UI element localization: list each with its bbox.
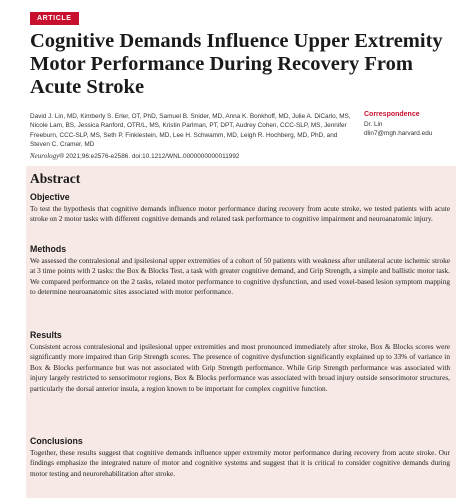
objective-heading: Objective <box>30 192 70 202</box>
correspondence-name: Dr. Lin <box>364 121 383 128</box>
methods-text: We assessed the contralesional and ipsilesional upper extremities of a cohort of 50 patients with weakness after unilateral acute ischemic stroke at 3 time points with 2 tasks: the Box & Blocks Test, a task with greater cognitive demand, and Grip Strength, a simple and ballistic motor task. We compared performance on the 2 tasks, related motor performance to cognitive dysfunction, and used voxel-based lesion symptom mapping to determine neuroanatomic sites associated with motor performance. <box>30 256 450 297</box>
citation-details: ® 2021;96:e2576-e2586. doi:10.1212/WNL.0000000000011992 <box>59 153 240 160</box>
abstract-heading: Abstract <box>30 171 81 186</box>
author-list: David J. Lin, MD, Kimberly S. Erler, OT, PhD, Samuel B. Snider, MD, Anna K. Bonkhoff, MD, Julie A. DiCarlo, MS, Nicole Lam, BS, Jessica Ranford, OTR/L, MS, Kristin Parlman, PT, DPT, Audrey Cohen, CCC-SLP, MS, Jennifer Freeburn, CCC-SLP, MS, Seth P. Finklestein, MD, Lee H. Schwamm, MD, Leigh R. Hochberg, MD, PhD, and Steven C. Cramer, MD <box>30 113 351 148</box>
article-title: Cognitive Demands Influence Upper Extremity Motor Performance During Recovery From Acute Stroke <box>30 30 443 98</box>
article-type-badge: ARTICLE <box>30 12 79 25</box>
citation-line <box>30 152 360 160</box>
correspondence-label: Correspondence <box>364 111 420 118</box>
conclusions-heading: Conclusions <box>30 436 83 446</box>
objective-text: To test the hypothesis that cognitive demands influence motor performance during recovery from acute stroke, we tested patients with acute stroke on 2 motor tasks with different cognitive demands and related task performance to cognitive impairment and neuroanatomic injury. <box>30 204 450 224</box>
methods-heading: Methods <box>30 244 67 254</box>
conclusions-text: Together, these results suggest that cognitive demands influence upper extremity motor performance during recovery from acute stroke. Our findings emphasize the integrated nature of motor and cognitive systems and suggest that it is critical to consider cognitive demands during motor testing and neurorehabilitation after stroke. <box>30 448 450 478</box>
results-heading: Results <box>30 330 62 340</box>
journal-name: Neurology <box>30 152 60 160</box>
results-text: Consistent across contralesional and ipsilesional upper extremities and most pronounced immediately after stroke, Box & Blocks scores were significantly more impaired than Grip Strength scores. The presence of cognitive dysfunction significantly explained up to 33% of variance in Box & Blocks performance but was not associated with Grip Strength performance. While Grip Strength performance was associated with injury largely restricted to sensorimotor regions, Box & Blocks performance was associated with broad injury outside sensorimotor structures, particularly the dorsal anterior insula, a region known to be important for complex cognitive function. <box>30 342 450 393</box>
correspondence-email[interactable]: dlin7@mgh.harvard.edu <box>364 130 433 137</box>
